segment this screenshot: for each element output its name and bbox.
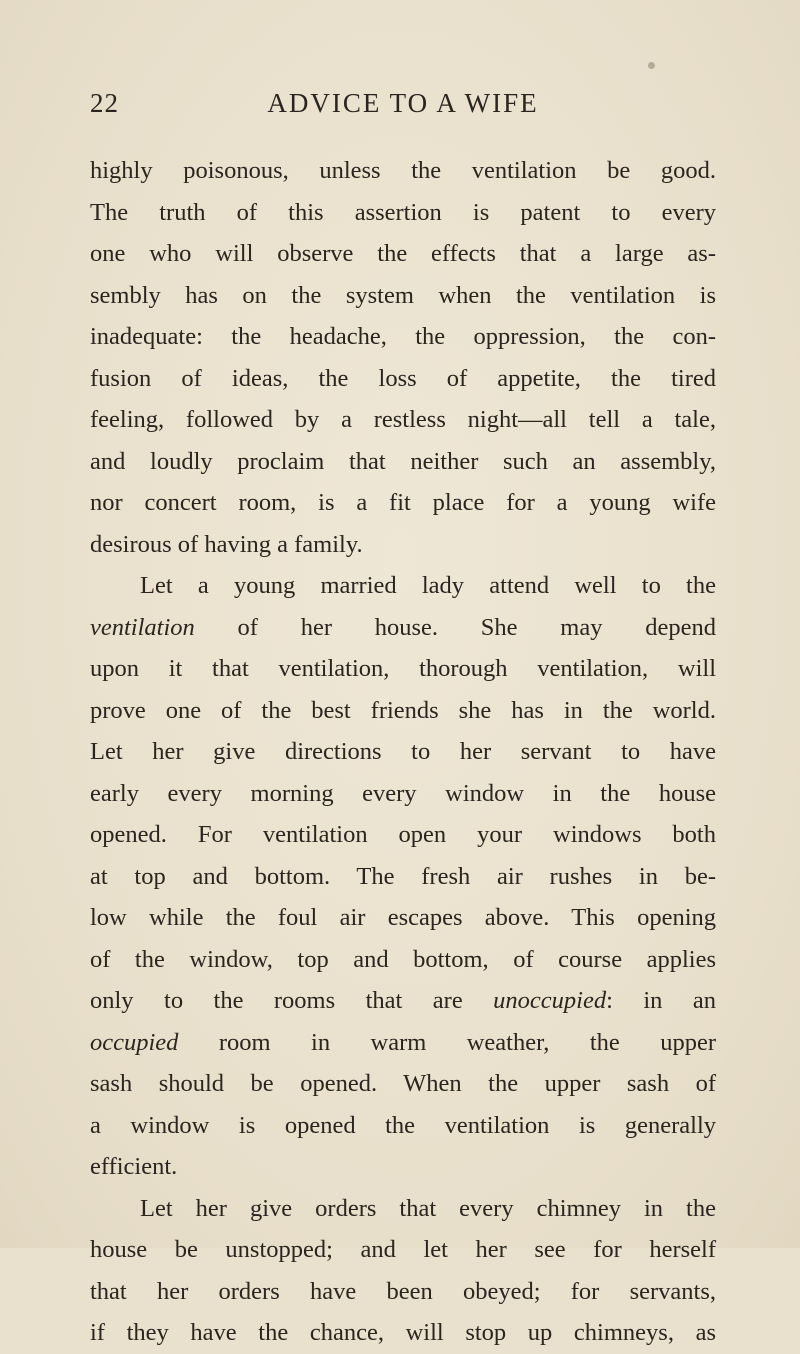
text-line: The truth of this assertion is patent to every xyxy=(90,198,716,226)
emphasis: ventilation xyxy=(90,613,195,641)
text-line: opened. For ventilation open your windows both xyxy=(90,821,716,848)
text-line: upon it that ventilation, thorough ventilation, will xyxy=(90,655,716,682)
text-line: efficient. xyxy=(90,1153,178,1180)
text-line: one who will observe the effects that a large as- xyxy=(90,240,716,267)
page-number: 22 xyxy=(90,88,119,118)
text-line: Let her give orders that every chimney in the xyxy=(140,1194,716,1222)
paper-speck xyxy=(648,62,655,69)
page-header xyxy=(90,88,716,128)
text-line: nor concert room, is a fit place for a young wife xyxy=(90,489,716,516)
text-line: feeling, followed by a restless night—all tell a tale, xyxy=(90,406,716,433)
text-line: of the window, top and bottom, of course applies xyxy=(90,945,716,973)
text-line: sash should be opened. When the upper sash of xyxy=(90,1070,716,1097)
body-text xyxy=(90,150,716,1354)
text-line: highly poisonous, unless the ventilation be good. xyxy=(90,157,716,184)
text-line: and loudly proclaim that neither such an assembly, xyxy=(90,447,716,475)
text-line: desirous of having a family. xyxy=(90,530,363,558)
text-line: inadequate: the headache, the oppression, the con- xyxy=(90,323,716,350)
text-line: house be unstopped; and let her see for herself xyxy=(90,1236,716,1263)
text-line: if they have the chance, will stop up chimneys, as xyxy=(90,1319,716,1346)
text-line: fusion of ideas, the loss of appetite, the tired xyxy=(90,364,716,392)
emphasis: unoccupied xyxy=(493,987,607,1014)
text-line: a window is opened the ventilation is generally xyxy=(90,1111,716,1139)
text-line: low while the foul air escapes above. This opening xyxy=(90,904,716,931)
text-line: sembly has on the system when the ventilation is xyxy=(90,281,716,309)
text-line: early every morning every window in the house xyxy=(90,779,716,807)
text-line: at top and bottom. The fresh air rushes in be- xyxy=(90,862,716,890)
text-line: prove one of the best friends she has in the world. xyxy=(90,696,716,724)
text-line: occupied room in warm weather, the upper xyxy=(90,1028,716,1056)
text-line: ventilation of her house. She may depend xyxy=(90,613,716,641)
text-line: only to the rooms that are unoccupied: in an xyxy=(90,987,716,1014)
text-line: Let a young married lady attend well to the xyxy=(140,572,716,599)
running-head: ADVICE TO A WIFE xyxy=(267,88,539,118)
emphasis: occupied xyxy=(90,1028,179,1056)
text-line: that her orders have been obeyed; for servants, xyxy=(90,1277,716,1305)
text-line: Let her give directions to her servant to have xyxy=(90,738,716,765)
